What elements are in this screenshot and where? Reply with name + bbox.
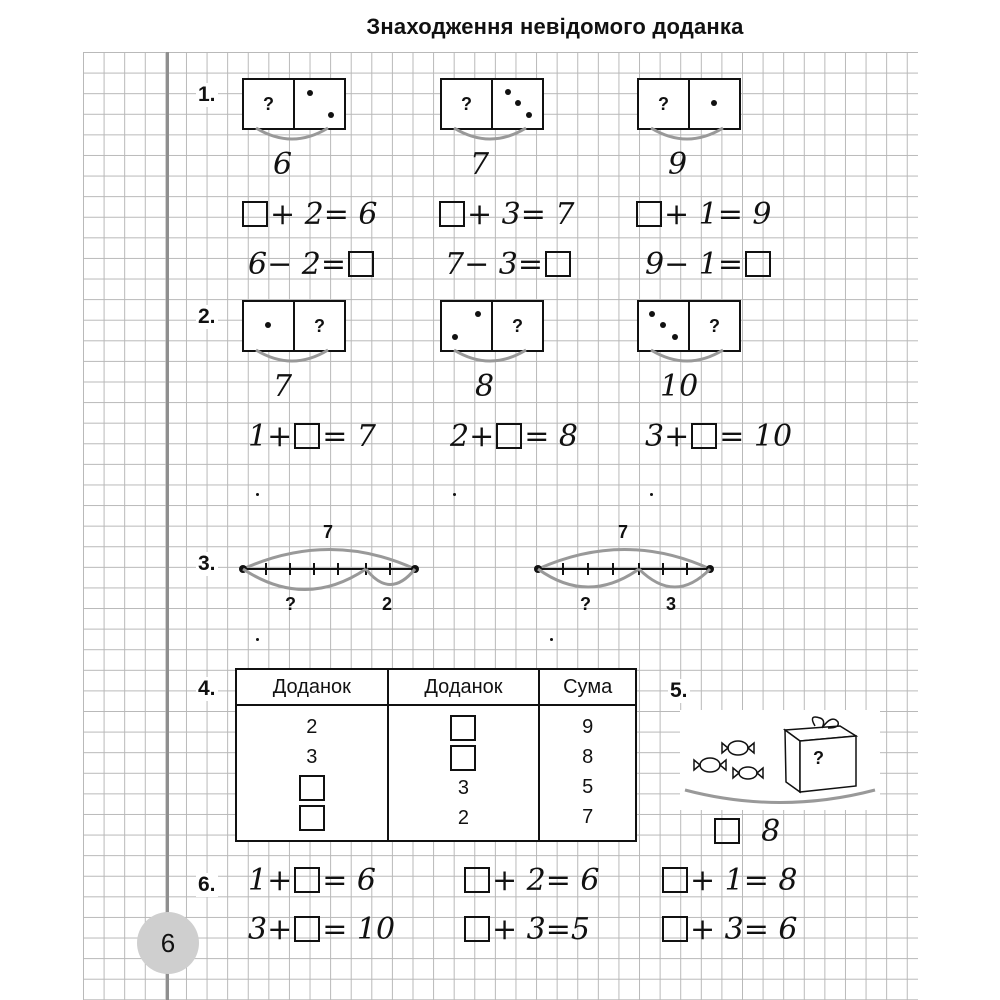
- answer-box[interactable]: [299, 805, 325, 831]
- equation-1b-1: + 3= 7: [437, 200, 575, 230]
- dot: [515, 100, 521, 106]
- equation-6-1c: + 1= 8: [660, 866, 798, 896]
- exercise-5-number: 5.: [670, 679, 688, 702]
- table-cell: 5: [582, 776, 594, 798]
- dot: [649, 311, 655, 317]
- brace-2a: [252, 346, 332, 368]
- question-mark: ?: [658, 93, 669, 114]
- page-number: 6: [137, 912, 199, 974]
- answer-box[interactable]: [714, 818, 740, 844]
- domino-2a: [242, 300, 346, 352]
- dot: [711, 100, 717, 106]
- table-cell: 3: [457, 777, 470, 800]
- dot: [265, 322, 271, 328]
- question-mark: ?: [709, 315, 720, 336]
- total-label: 7: [323, 522, 334, 542]
- exercise-3-number: 3.: [198, 552, 216, 575]
- addends-table: [235, 668, 637, 842]
- equation-1b-2: 7− 3=: [445, 250, 573, 280]
- dot: [526, 112, 532, 118]
- equation-1a-1: + 2= 6: [240, 200, 378, 230]
- brace-1c: [647, 124, 727, 146]
- domino-2b: [440, 300, 544, 352]
- domino-1a: [242, 78, 346, 130]
- table-cell: 8: [582, 746, 594, 768]
- answer-box[interactable]: [299, 775, 325, 801]
- part-label: 2: [382, 594, 393, 614]
- sum-1a: 6: [273, 147, 293, 182]
- margin-line: [166, 52, 169, 1000]
- answer-dot: [256, 493, 259, 496]
- answer-box[interactable]: [636, 201, 662, 227]
- exercise-4-number: 4.: [198, 677, 216, 700]
- equation-1c-2: 9− 1=: [645, 250, 773, 280]
- brace-1a: [252, 124, 332, 146]
- answer-dot: [453, 493, 456, 496]
- brace-2b: [450, 346, 530, 368]
- equation-1c-1: + 1= 9: [634, 200, 772, 230]
- addend-1-column: [236, 705, 388, 841]
- equation-6-1b: + 2= 6: [462, 866, 600, 896]
- question-mark: ?: [314, 315, 325, 336]
- sum-2b: 8: [475, 369, 495, 404]
- grid-paper: [83, 52, 918, 1000]
- total-label: 7: [618, 522, 629, 542]
- column-header: Сума: [539, 669, 636, 705]
- candies-and-gift-picture: [680, 710, 880, 810]
- unknown-label: ?: [285, 594, 296, 614]
- equation-1a-2: 6− 2=: [248, 250, 376, 280]
- brace-1b: [450, 124, 530, 146]
- answer-box[interactable]: [242, 201, 268, 227]
- sum-2c: 10: [660, 369, 699, 404]
- answer-box[interactable]: [464, 867, 490, 893]
- equation-5: 8: [712, 817, 780, 847]
- column-header: Доданок: [388, 669, 540, 705]
- equation-6-2a: 3+ = 10: [248, 912, 396, 947]
- answer-box[interactable]: [294, 423, 320, 449]
- page-title: Знаходження невідомого доданка: [366, 14, 744, 39]
- dot: [475, 311, 481, 317]
- question-mark: ?: [461, 93, 472, 114]
- dot: [452, 334, 458, 340]
- equation-6-2c: + 3= 6: [660, 915, 798, 945]
- equation-6-2b: + 3=5: [462, 915, 590, 945]
- answer-box[interactable]: [464, 916, 490, 942]
- answer-box[interactable]: [439, 201, 465, 227]
- sum-column: [539, 705, 636, 841]
- answer-box[interactable]: [745, 251, 771, 277]
- table-cell: 2: [457, 807, 470, 830]
- part-label: 3: [666, 594, 677, 614]
- domino-2c: [637, 300, 741, 352]
- dot: [307, 90, 313, 96]
- table-cell: 7: [582, 806, 594, 828]
- answer-box[interactable]: [662, 916, 688, 942]
- question-mark: ?: [263, 93, 274, 114]
- dot: [505, 89, 511, 95]
- equation-2b: 2+ = 8: [450, 419, 578, 454]
- question-mark: ?: [512, 315, 523, 336]
- brace-2c: [647, 346, 727, 368]
- sum-2a: 7: [273, 369, 293, 404]
- exercise-6-number: 6.: [198, 873, 216, 896]
- gift-question-mark: ?: [813, 748, 824, 768]
- answer-box[interactable]: [294, 916, 320, 942]
- answer-box[interactable]: [545, 251, 571, 277]
- answer-box[interactable]: [496, 423, 522, 449]
- column-header: Доданок: [236, 669, 388, 705]
- equation-6-1a: 1+ = 6: [248, 863, 376, 898]
- dot: [672, 334, 678, 340]
- answer-dot: [256, 638, 259, 641]
- domino-1c: [637, 78, 741, 130]
- equation-2c: 3+ = 10: [645, 419, 793, 454]
- answer-dot: [650, 493, 653, 496]
- answer-box[interactable]: [348, 251, 374, 277]
- answer-box[interactable]: [662, 867, 688, 893]
- answer-box[interactable]: [294, 867, 320, 893]
- sum-1b: 7: [470, 147, 490, 182]
- unknown-label: ?: [580, 594, 591, 614]
- addend-2-column: [388, 705, 540, 841]
- exercise-2-number: 2.: [198, 305, 216, 328]
- answer-dot: [550, 638, 553, 641]
- sum-1c: 9: [668, 147, 688, 182]
- table-cell: 2: [306, 716, 318, 738]
- equation-2a: 1+ = 7: [248, 419, 376, 454]
- dot: [328, 112, 334, 118]
- answer-box[interactable]: [691, 423, 717, 449]
- answer-box[interactable]: [450, 715, 476, 741]
- exercise-1-number: 1.: [198, 83, 216, 106]
- table-cell: 3: [306, 746, 318, 768]
- dot: [660, 322, 666, 328]
- answer-box[interactable]: [450, 745, 476, 771]
- table-cell: 9: [582, 716, 594, 738]
- domino-1b: [440, 78, 544, 130]
